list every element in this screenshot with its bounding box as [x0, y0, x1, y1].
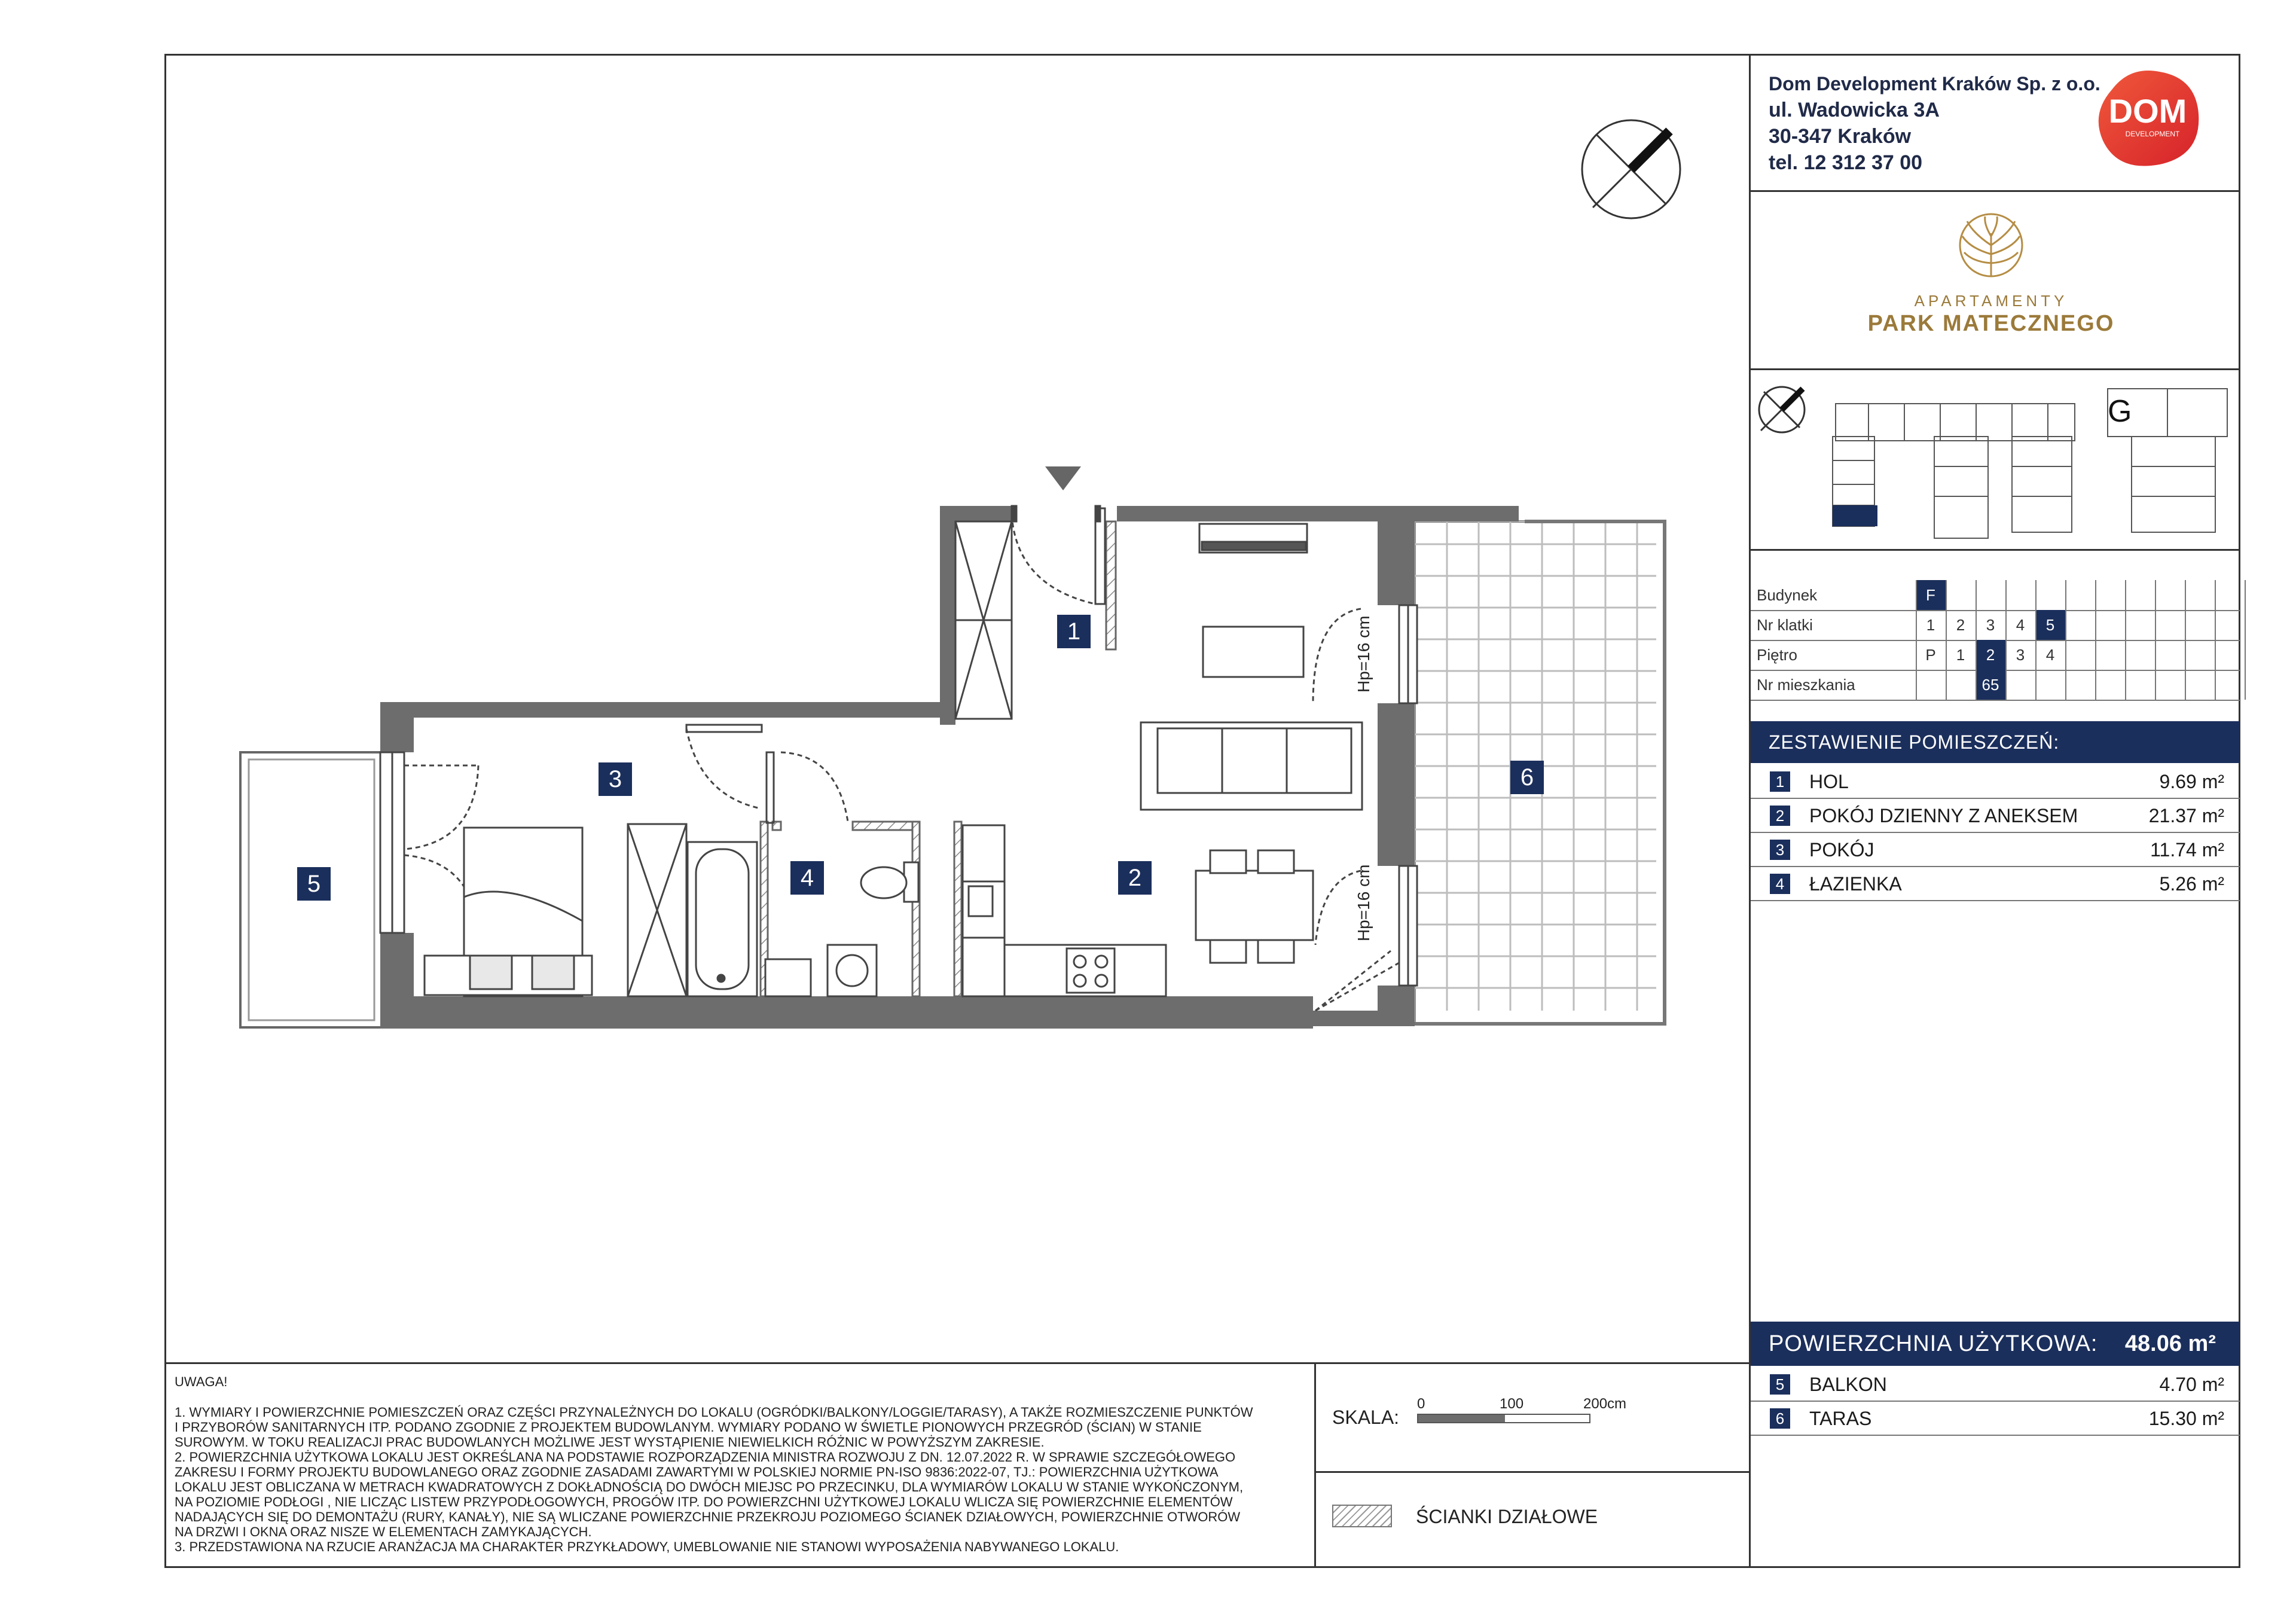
room-row [1770, 834, 2224, 866]
door-height-label-1: Hp=16 cm [1354, 615, 1373, 692]
notes-divider [164, 1362, 1750, 1364]
selector-label-2: Piętro [1757, 646, 1797, 664]
selector-cell[interactable]: 2 [1956, 616, 1965, 634]
selector-col-line [2185, 580, 2186, 700]
room-number-badge: 3 [1770, 840, 1790, 860]
room-number-badge: 5 [1770, 1374, 1790, 1395]
room-name: HOL [1809, 771, 1849, 792]
selector-col-line [2215, 580, 2216, 700]
total-area-label: POWIERZCHNIA UŻYTKOWA: [1769, 1331, 2098, 1356]
room-row-line [1751, 1435, 2240, 1436]
scale-tick-100: 100 [1500, 1396, 1524, 1412]
company-name: Dom Development Kraków Sp. z o.o. [1769, 73, 2100, 94]
room-area: 9.69 m² [2159, 771, 2224, 792]
keyplan-selected-unit [1833, 505, 1877, 526]
legend-hatch-swatch [1332, 1505, 1392, 1527]
total-area-value: 48.06 m² [2124, 1331, 2216, 1356]
notes-title: UWAGA! [175, 1374, 228, 1389]
dom-development-logo [2088, 66, 2208, 173]
room-row [1770, 800, 2224, 832]
selector-cell[interactable]: P [1925, 646, 1936, 664]
room-row [1770, 1402, 2224, 1435]
keyplan-building-letter: G [2108, 394, 2132, 429]
room-row-line [1751, 1401, 2240, 1402]
sidebar-sep-1 [1749, 190, 2240, 192]
selector-col-line [2125, 580, 2126, 700]
north-arrow-icon [1582, 120, 1680, 218]
room-area: 4.70 m² [2159, 1374, 2224, 1395]
selector-col-line [1946, 580, 1947, 700]
selector-cell[interactable]: 2 [1976, 640, 2005, 670]
scale-tick-0: 0 [1417, 1396, 1425, 1412]
notes-line: NA DRZWI I OKNA ORAZ NISZE W ELEMENTACH ZAMYKAJĄCYCH. [175, 1524, 592, 1539]
room-row-line [1751, 900, 2240, 901]
room-number-badge: 2 [1770, 806, 1790, 826]
total-area-bar [1751, 1322, 2240, 1366]
room-row [1770, 765, 2224, 798]
scale-tick-200: 200cm [1583, 1396, 1627, 1412]
notes-block [175, 1374, 1281, 1554]
room-number-badge: 6 [1770, 1408, 1790, 1429]
selector-label-3: Nr mieszkania [1757, 676, 1855, 694]
selector-cell[interactable]: 5 [2035, 610, 2065, 640]
selector-cell[interactable]: 1 [1926, 616, 1935, 634]
room-area: 5.26 m² [2159, 873, 2224, 895]
room-number-badge: 1 [1770, 771, 1790, 792]
notes-scale-divider [1314, 1362, 1316, 1568]
room-area: 15.30 m² [2148, 1408, 2224, 1429]
plan-room-4: 4 [790, 861, 824, 895]
notes-line: SUROWYM. W TOKU REALIZACJI PRAC BUDOWLANYCH MOŻLIWE JEST WYSTĄPIENIE NIEWIELKICH RÓŻNIC W POWYŻSZYM ZAKRESIE. [175, 1435, 1045, 1450]
selector-col-line [2005, 580, 2007, 700]
notes-line: 3. PRZEDSTAWIONA NA RZUCIE ARANŻACJA MA CHARAKTER PRZYKŁADOWY, UMEBLOWANIE NIE STANOWI WYPOSAŻENIA NABYWANEGO LOKALU. [175, 1539, 1119, 1554]
selector-label-1: Nr klatki [1757, 616, 1813, 634]
selector-cell[interactable]: 4 [2016, 616, 2025, 634]
company-phone: tel. 12 312 37 00 [1769, 151, 1923, 174]
furniture [425, 524, 1362, 996]
selector-cell[interactable]: 3 [2016, 646, 2025, 664]
selector-cell[interactable]: 4 [2045, 646, 2055, 664]
wardrobe [955, 521, 1012, 719]
selector-col-line [2155, 580, 2156, 700]
keyplan-compass-icon [1759, 387, 1805, 432]
entrance-marker-icon [1045, 466, 1081, 490]
notes-line: ZAKRESU I FORMY PROJEKTU BUDOWLANEGO ORAZ ZGODNIE ZASADAMI ZAWARTYMI W POLSKIEJ NORMIE PN-ISO 9836:2022-07, TJ.: POWIERZCHNIA UŻYTKOWA [175, 1465, 1219, 1479]
selector-cell[interactable]: 1 [1956, 646, 1965, 664]
notes-line: 2. POWIERZCHNIA UŻYTKOWA LOKALU JEST OKREŚLANA NA PODSTAWIE ROZPORZĄDZENIA MINISTRA ROZWOJU Z DN. 12.07.2022 R. W SPRAWIE SZCZEGÓŁOWEGO [175, 1450, 1236, 1465]
project-logo-main: PARK MATECZNEGO [1867, 311, 2115, 336]
room-row [1770, 868, 2224, 900]
selector-col-line [2095, 580, 2096, 700]
door-height-label-2: Hp=16 cm [1354, 864, 1373, 941]
plan-room-2: 2 [1118, 861, 1152, 895]
plan-room-3: 3 [599, 762, 632, 796]
partitions [761, 521, 1116, 996]
room-row-line [1751, 832, 2240, 833]
company-city: 30-347 Kraków [1769, 125, 1912, 148]
plan-room-6: 6 [1510, 761, 1544, 794]
dom-logo-subtext: DEVELOPMENT [2125, 130, 2180, 138]
room-name: TARAS [1809, 1408, 1872, 1429]
room-number-badge: 4 [1770, 874, 1790, 894]
selector-cell[interactable]: F [1916, 580, 1946, 610]
room-name: BALKON [1809, 1374, 1887, 1395]
room-name: POKÓJ [1809, 839, 1874, 861]
company-info [1769, 71, 2100, 176]
company-street: ul. Wadowicka 3A [1769, 99, 1940, 121]
notes-line: LOKALU JEST OBLICZANA W METRACH KWADRATOWYCH Z DOKŁADNOŚCIĄ DO DWÓCH MIEJSC PO PRZECINKU, DLA WYMIARÓW LOKALU W STANIE WYKOŃCZONYM, [175, 1479, 1244, 1494]
selector-cell[interactable]: 3 [1986, 616, 1995, 634]
notes-line: NA POZIOMIE PODŁOGI , NIE LICZĄC LISTEW PRZYPODŁOGOWYCH, PROGÓW ITP. DO POWIERZCHNI UŻYTKOWEJ LOKALU WLICZA SIĘ POWIERZCHNIE ELEMENTÓW [175, 1494, 1233, 1509]
selector-col-line [2245, 580, 2246, 700]
plan-room-1: 1 [1057, 615, 1091, 648]
scale-bar [1417, 1414, 1590, 1423]
plan-room-5: 5 [297, 867, 331, 901]
selector-col-line [2035, 580, 2037, 700]
keyplan [1749, 371, 2239, 550]
rooms-header: ZESTAWIENIE POMIESZCZEŃ: [1751, 721, 2240, 763]
entrance-door [1012, 506, 1105, 604]
selector-col-line [1976, 580, 1977, 700]
scale-legend-divider [1314, 1471, 1750, 1473]
notes-line: NADAJĄCYCH SIĘ DO DEMONTAŻU (RURY, KANAŁY), NIE SĄ WLICZANE POWIERZCHNIE PRZEKROJU POZIOMEGO ŚCIANEK DZIAŁOWYCH, POWIERZCHNIE OTWORÓW [175, 1509, 1241, 1524]
dom-logo-text: DOM [2108, 92, 2187, 130]
room-area: 11.74 m² [2150, 839, 2224, 861]
room-name: ŁAZIENKA [1809, 873, 1902, 895]
room-row-line [1751, 798, 2240, 799]
room-row [1770, 1368, 2224, 1401]
scale-label: SKALA: [1332, 1407, 1400, 1428]
selector-cell[interactable]: 65 [1976, 670, 2005, 700]
selector-row-line [1751, 700, 2240, 701]
legend-label: ŚCIANKI DZIAŁOWE [1416, 1506, 1598, 1527]
selector-col-line [1916, 580, 1917, 700]
notes-line: I PRZYBORÓW SANITARNYCH ITP. PODANO ZGODNIE Z PROJEKTEM BUDOWLANYM. WYMIARY PODANO W ŚWIETLE PIONOWYCH PRZEGRÓD (ŚCIAN) W STANIE [175, 1420, 1202, 1435]
selector-label-0: Budynek [1757, 586, 1818, 604]
room-area: 21.37 m² [2148, 805, 2224, 826]
selector-col-line [2065, 580, 2066, 700]
room-name: POKÓJ DZIENNY Z ANEKSEM [1809, 805, 2078, 826]
sidebar-sep-2 [1749, 368, 2240, 370]
room-row-line [1751, 866, 2240, 867]
notes-line: 1. WYMIARY I POWIERZCHNIE POMIESZCZEŃ ORAZ CZĘŚCI PRZYNALEŻNYCH DO LOKALU (OGRÓDKI/BALKONY/LOGGIE/TARASY), A TAKŻE ROZMIESZCZENIE PUNKTÓW [175, 1405, 1253, 1420]
project-logo-sub: APARTAMENTY [1914, 292, 2068, 310]
